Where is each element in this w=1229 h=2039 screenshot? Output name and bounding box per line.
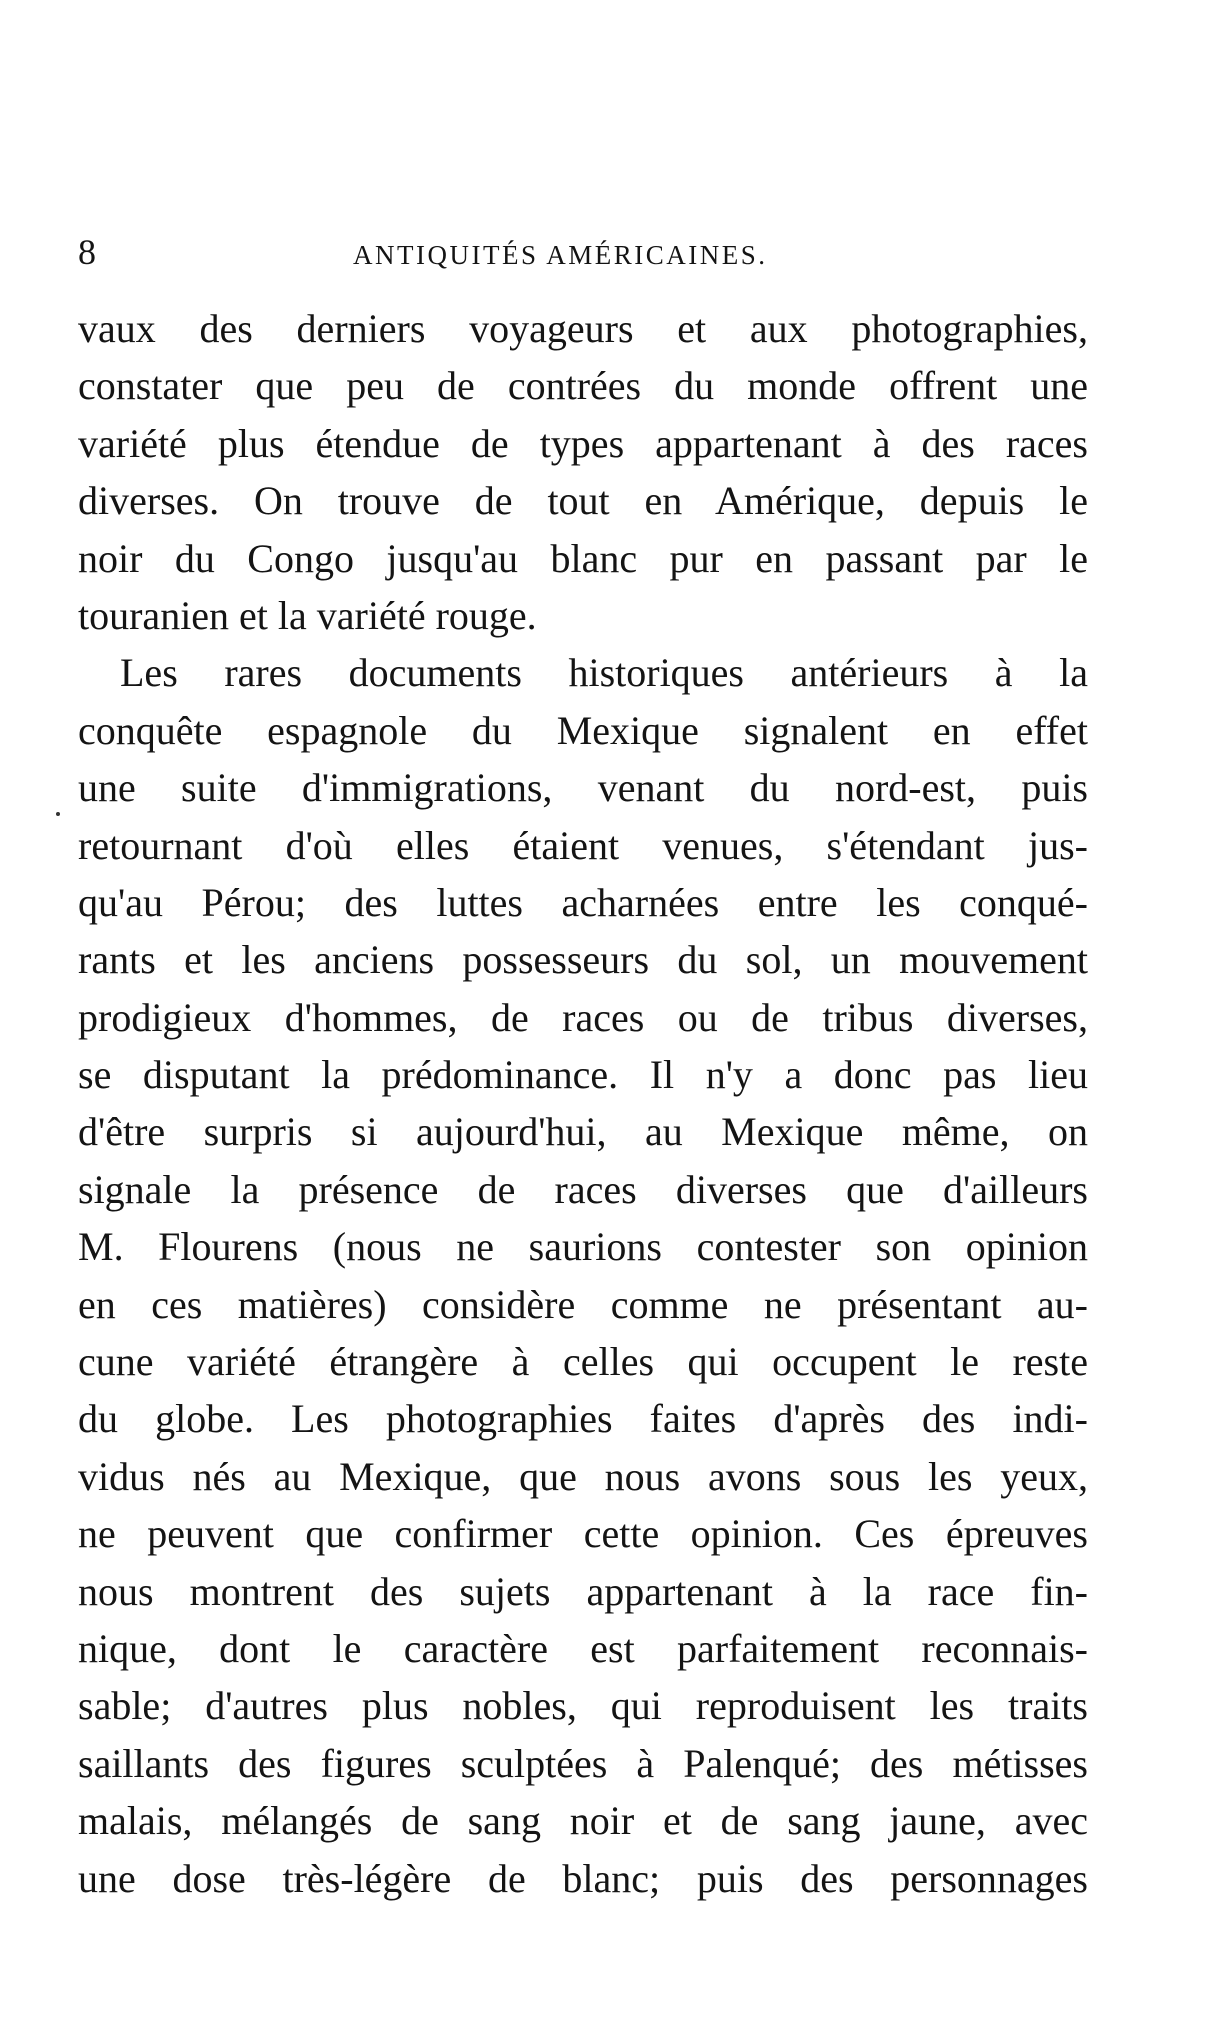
text-line: prodigieux d'hommes, de races ou de tribus diverses, xyxy=(78,994,1088,1040)
text-line: signale la présence de races diverses que d'ailleurs xyxy=(78,1166,1088,1212)
text-line: se disputant la prédominance. Il n'y a donc pas lieu xyxy=(78,1052,1088,1098)
page-number: 8 xyxy=(78,232,96,272)
text-line: une dose très-légère de blanc; puis des personnages xyxy=(78,1855,1088,1901)
text-line: nique, dont le caractère est parfaitement reconnais- xyxy=(78,1625,1088,1671)
paragraph-start-line: Les rares documents historiques antérieurs à la xyxy=(120,650,1088,696)
text-line: retournant d'où elles étaient venues, s'étendant jus- xyxy=(78,822,1088,868)
text-line: M. Flourens (nous ne saurions contester son opinion xyxy=(78,1224,1088,1270)
text-line: en ces matières) considère comme ne présentant au- xyxy=(78,1281,1088,1327)
text-line: vaux des derniers voyageurs et aux photographies, xyxy=(78,306,1088,351)
text-line: nous montrent des sujets appartenant à la race fin- xyxy=(78,1568,1088,1614)
running-title: ANTIQUITÉS AMÉRICAINES. xyxy=(353,240,768,270)
paragraph-end-line: touranien et la variété rouge. xyxy=(78,592,537,638)
text-line: une suite d'immigrations, venant du nord-est, puis xyxy=(78,765,1088,811)
text-line: malais, mélangés de sang noir et de sang jaune, avec xyxy=(78,1798,1088,1844)
text-line: rants et les anciens possesseurs du sol, un mouvement xyxy=(78,937,1088,983)
text-line: noir du Congo jusqu'au blanc pur en passant par le xyxy=(78,535,1088,581)
text-line: d'être surpris si aujourd'hui, au Mexique même, on xyxy=(78,1109,1088,1155)
text-line: variété plus étendue de types appartenant à des races xyxy=(78,420,1088,466)
text-line: vidus nés au Mexique, que nous avons sous les yeux, xyxy=(78,1453,1088,1499)
body-text xyxy=(78,300,1088,1907)
text-line: ne peuvent que confirmer cette opinion. Ces épreuves xyxy=(78,1511,1088,1557)
text-line: cune variété étrangère à celles qui occupent le reste xyxy=(78,1339,1088,1385)
page-header xyxy=(78,232,1088,272)
print-speck xyxy=(56,812,60,816)
text-line: qu'au Pérou; des luttes acharnées entre les conqué- xyxy=(78,879,1088,925)
text-line: sable; d'autres plus nobles, qui reproduisent les traits xyxy=(78,1683,1088,1729)
text-line: conquête espagnole du Mexique signalent en effet xyxy=(78,707,1088,753)
text-line: diverses. On trouve de tout en Amérique, depuis le xyxy=(78,478,1088,524)
text-line: du globe. Les photographies faites d'après des indi- xyxy=(78,1396,1088,1442)
text-line: constater que peu de contrées du monde offrent une xyxy=(78,363,1088,409)
text-line: saillants des figures sculptées à Palenqué; des métisses xyxy=(78,1740,1088,1786)
